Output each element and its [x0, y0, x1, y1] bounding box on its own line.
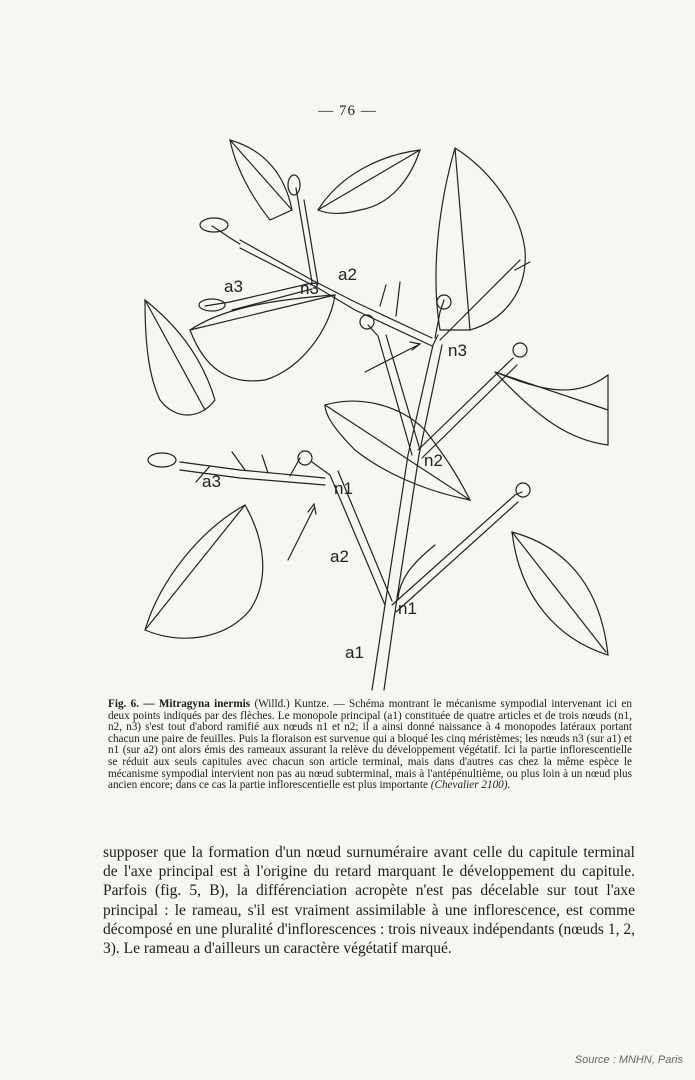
label-n3-upper: n3 — [300, 279, 319, 298]
figure-caption — [108, 699, 632, 792]
caption-authority: (Willd.) Kuntze. — — [254, 698, 345, 710]
label-n1-upper: n1 — [398, 599, 417, 618]
branches-upper-node — [318, 148, 525, 340]
label-a2-lower: a2 — [330, 547, 349, 566]
caption-species: Mitragyna inermis — [158, 698, 251, 710]
source-credit: Source : MNHN, Paris — [574, 1054, 683, 1066]
main-axis — [372, 335, 442, 690]
label-n1-lower: n1 — [334, 479, 353, 498]
label-a2-upper: a2 — [338, 265, 357, 284]
caption-citation: (Chevalier 2100). — [430, 779, 511, 792]
label-a1: a1 — [345, 643, 364, 662]
body-paragraph: supposer que la formation d'un nœud surnuméraire avant celle du capitule terminal de l'axe principal est à l'origine du retard marquant le développement du capitule. Parfois (fig. 5, B), la différenciation acropète n'est pas décelable sur tout l'axe principal : le rameau, s'il est vraiment assimilable à une inflorescence, est comme décomposé en une pluralité d'inflorescences : trois niveaux indépendants (nœuds 1, 2, 3). Le rameau a d'ailleurs un caractère végétatif marqué. — [103, 844, 635, 958]
caption-text: Schéma montrant le mécanisme sympodial intervenant ici en deux points indiqués par des flèches. Le monopole principal (a1) constituée de quatre articles et de trois nœuds (n1, n2, n3) s'est tout d'abord ramifié aux nœuds n1 et n2; il a ainsi donné naissance à 4 monopodes latéraux portant chacun une paire de feuilles. Puis la floraison est survenue qui a bloqué les cinq méristèmes; les nœuds n3 (sur a1) et n1 (sur a2) ont alors émis des rameaux assurant la relève du développement végétatif. Ici la partie inflorescentielle se réduit aux seuls capitules avec chacun son article terminal, mais dans d'autres cas chez la même espèce le mécanisme sympodial intervient non pas au nœud subterminal, mais à l'antépénultième, ou plus loin à un nœud plus ancien encore; dans ce cas la partie inflorescentielle est plus importante — [108, 698, 632, 792]
caption-fig-label: Fig. 6. — — [108, 698, 155, 710]
label-a3-lower: a3 — [202, 472, 221, 491]
label-a3-upper: a3 — [224, 277, 243, 296]
label-n2: n2 — [424, 451, 443, 470]
label-n3-right: n3 — [448, 341, 467, 360]
lower-shoot — [145, 262, 530, 638]
page-number: — 76 — — [318, 103, 377, 119]
